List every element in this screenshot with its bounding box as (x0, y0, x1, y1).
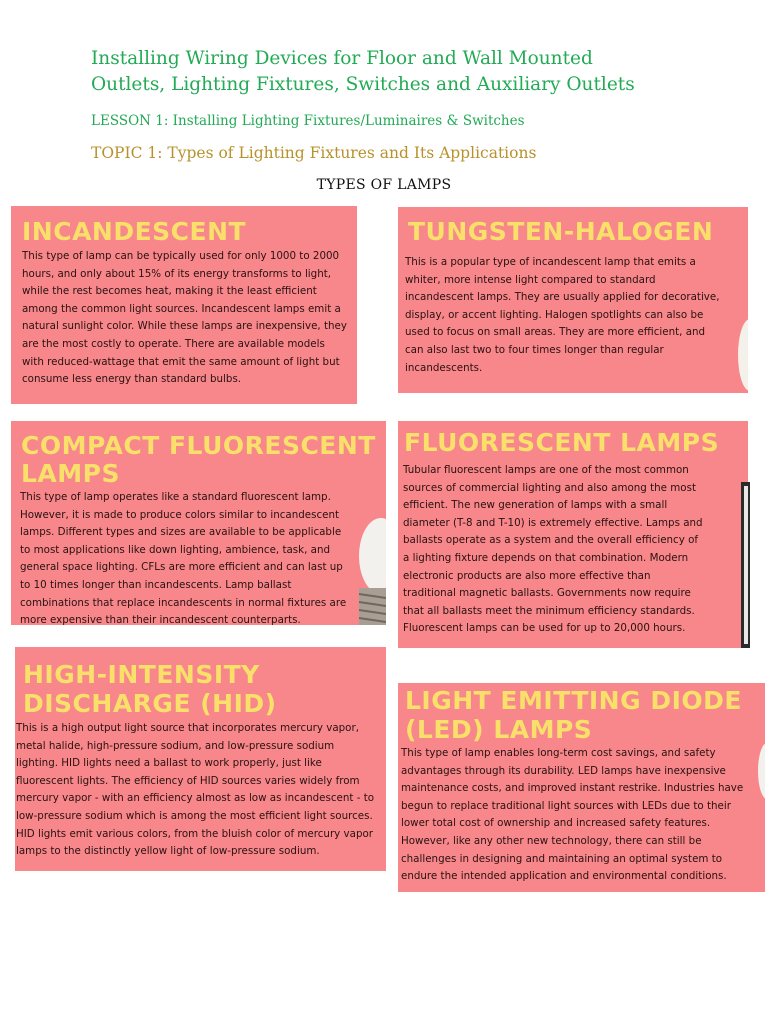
body-line: to 10 times longer than incandescents. Lamp ballast (20, 578, 292, 591)
body-line: used to focus on small areas. They are more efficient, and (405, 326, 706, 339)
body-line: traditional magnetic ballasts. Governments now require (403, 587, 691, 600)
body-line: incandescent lamps. They are usually applied for decorative, (405, 291, 720, 304)
document-title-line-1: Installing Wiring Devices for Floor and Wall Mounted (91, 48, 593, 69)
card-title-line: LIGHT EMITTING DIODE (405, 686, 742, 715)
body-line: Fluorescent lamps can be used for up to 20,000 hours. (403, 622, 686, 635)
card-title-line: INCANDESCENT (22, 217, 247, 246)
card-led (398, 683, 765, 892)
document-title (91, 46, 731, 98)
body-line: This type of lamp can be typically used for only 1000 to 2000 (22, 250, 340, 262)
body-line: whiter, more intense light compared to standard (405, 273, 656, 286)
halogen-bulb-icon (734, 317, 748, 393)
body-line: challenges in designing and maintaining an optimal system to (401, 852, 723, 865)
card-title (408, 218, 713, 245)
card-compact-fluorescent (11, 421, 386, 625)
body-line: This type of lamp enables long-term cost savings, and safety (401, 747, 716, 759)
body-line: This type of lamp operates like a standard fluorescent lamp. (20, 491, 331, 503)
body-line: metal halide, high-pressure sodium, and low-pressure sodium (16, 739, 335, 752)
body-line: fluorescent lights. The efficiency of HID sources varies widely from (16, 774, 360, 787)
body-line: to most applications like down lighting, ambience, task, and (20, 543, 331, 556)
body-line: endure the intended application and environmental conditions. (401, 870, 727, 883)
led-bulb-icon (755, 741, 765, 801)
card-title (22, 218, 246, 245)
card-title-line: HIGH-INTENSITY (23, 660, 260, 689)
body-line: lower total cost of ownership and increased safety features. (401, 817, 711, 830)
card-body (22, 248, 347, 389)
body-line: hours, and only about 15% of its energy transforms to light, (22, 267, 332, 280)
body-line: that all ballasts meet the minimum efficiency standards. (403, 604, 695, 617)
body-line: incandescents. (405, 361, 483, 374)
body-line: electronic products are also more effective than (403, 569, 651, 582)
card-title-line: COMPACT FLUORESCENT (21, 431, 376, 460)
card-tungsten-halogen (398, 207, 748, 393)
body-line: This is a high output light source that incorporates mercury vapor, (16, 722, 359, 734)
card-body (16, 720, 374, 861)
card-incandescent (11, 206, 357, 404)
card-title (23, 660, 277, 718)
body-line: lighting. HID lights need a ballast to work properly, just like (16, 757, 322, 770)
card-body (20, 489, 346, 625)
body-line: However, it is made to produce colors similar to incandescent (20, 508, 340, 521)
body-line: Tubular fluorescent lamps are one of the most common (403, 464, 689, 476)
card-title (21, 432, 376, 488)
body-line: HID lights emit various colors, from the bluish color of mercury vapor (16, 827, 374, 840)
body-line: However, like any other new technology, there can still be (401, 834, 702, 847)
card-fluorescent (398, 421, 748, 648)
card-title-line: DISCHARGE (HID) (23, 689, 277, 718)
body-line: while the rest becomes heat, making it the least efficient (22, 285, 317, 298)
card-title (405, 686, 742, 744)
body-line: lamps. Different types and sizes are available to be applicable (20, 526, 342, 539)
body-line: are the most costly to operate. There are available models (22, 337, 325, 350)
cfl-bulb-icon (347, 516, 386, 625)
body-line: can also last two to four times longer than regular (405, 343, 664, 356)
topic-heading: TOPIC 1: Types of Lighting Fixtures and Its Applications (91, 144, 537, 162)
body-line: lamps to the distinctly yellow light of low-pressure sodium. (16, 845, 320, 858)
body-line: general space lighting. CFLs are more efficient and can last up (20, 561, 343, 574)
body-line: consume less energy than standard bulbs. (22, 373, 242, 386)
card-hid (15, 647, 386, 871)
body-line: efficient. The new generation of lamps with a small (403, 499, 668, 512)
document-title-line-2: Outlets, Lighting Fixtures, Switches and Auxiliary Outlets (91, 74, 635, 95)
card-title-line: FLUORESCENT LAMPS (404, 428, 720, 457)
body-line: diameter (T-8 and T-10) is extremely effective. Lamps and (403, 516, 703, 529)
body-line: advantages through its durability. LED lamps have inexpensive (401, 764, 726, 777)
card-body (401, 745, 743, 886)
fluorescent-tube-icon (741, 482, 750, 648)
card-title-line: TUNGSTEN-HALOGEN (408, 217, 714, 246)
body-line: begun to replace traditional light sources with LEDs due to their (401, 799, 731, 812)
body-line: natural sunlight color. While these lamps are inexpensive, they (22, 320, 347, 333)
body-line: more expensive than their incandescent counterparts. (20, 614, 301, 625)
card-title-line: LAMPS (21, 459, 120, 488)
body-line: among the common light sources. Incandescent lamps emit a (22, 302, 341, 315)
body-line: mercury vapor - with an efficiency almost as low as incandescent - to (16, 792, 375, 805)
section-heading: TYPES OF LAMPS (316, 177, 452, 193)
body-line: a lighting fixture depends on that combination. Modern (403, 551, 689, 564)
body-line: sources of commercial lighting and also among the most (403, 481, 697, 494)
card-body (405, 254, 720, 377)
lesson-heading: LESSON 1: Installing Lighting Fixtures/Luminaires & Switches (91, 113, 525, 129)
body-line: combinations that replace incandescents in normal fixtures are (20, 596, 347, 609)
body-line: with reduced-wattage that emit the same amount of light but (22, 355, 340, 368)
body-line: display, or accent lighting. Halogen spotlights can also be (405, 308, 704, 321)
body-line: ballasts operate as a system and the overall efficiency of (403, 534, 699, 547)
card-title-line: (LED) LAMPS (405, 715, 593, 744)
card-title (404, 429, 719, 456)
body-line: This is a popular type of incandescent lamp that emits a (405, 256, 696, 268)
card-body (403, 462, 703, 638)
body-line: maintenance costs, and improved instant restrike. Industries have (401, 782, 744, 795)
body-line: low-pressure sodium which is among the most efficient light sources. (16, 809, 373, 822)
